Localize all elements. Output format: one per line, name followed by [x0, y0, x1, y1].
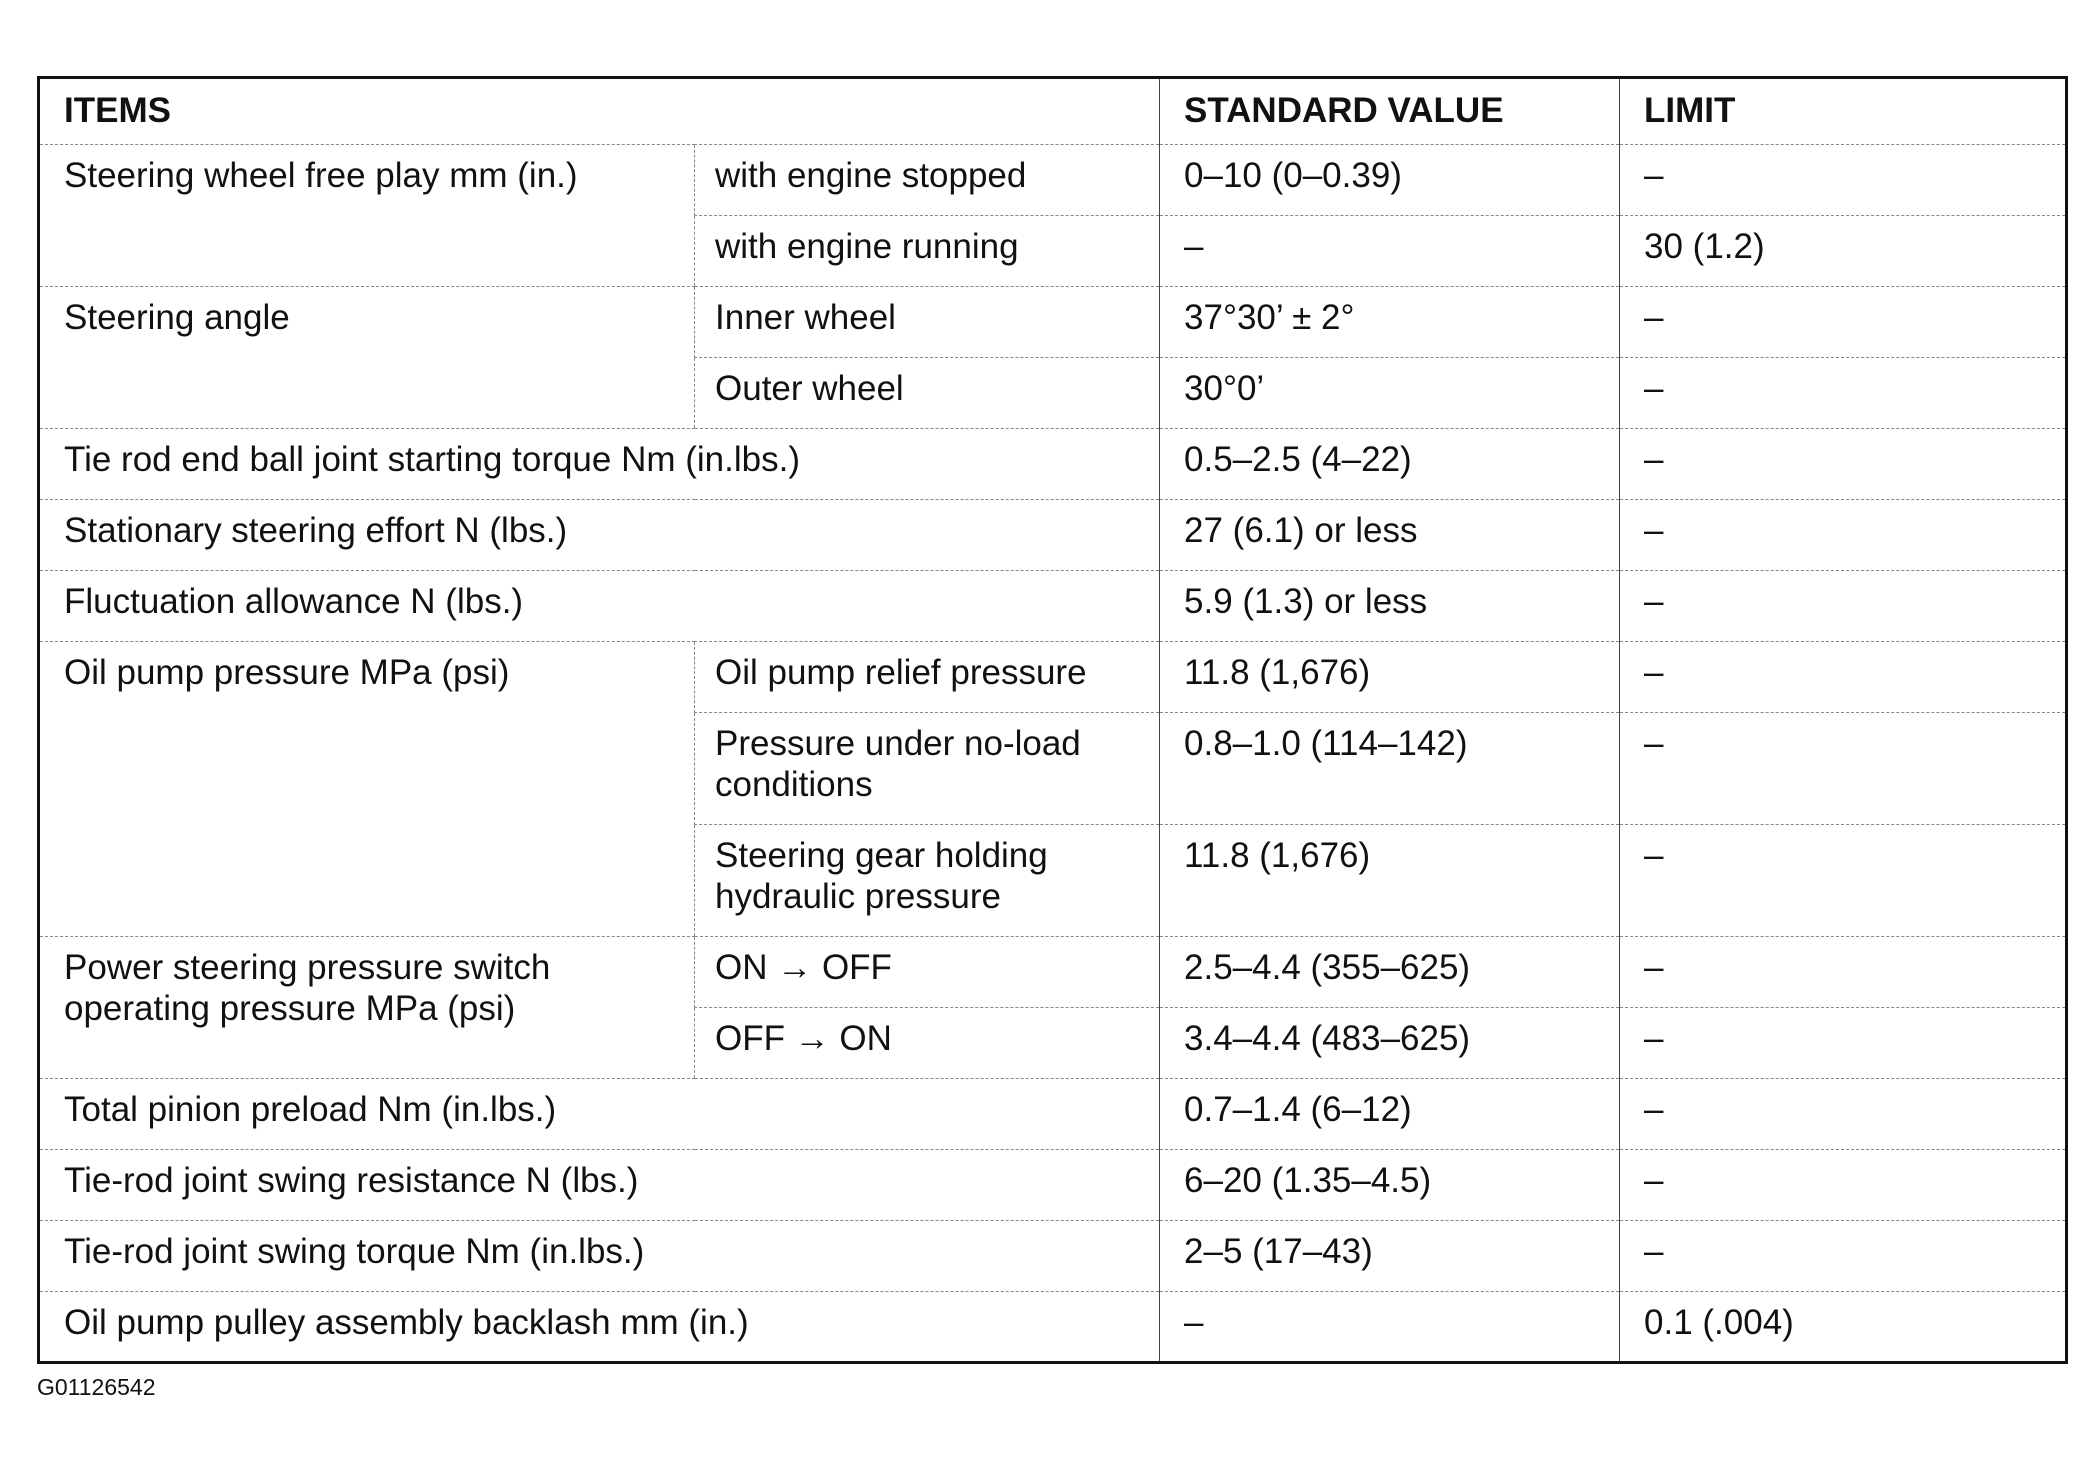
standard-value-cell: 5.9 (1.3) or less [1160, 571, 1620, 642]
item-cell: Tie rod end ball joint starting torque Nm (in.lbs.) [39, 429, 1160, 500]
table-row [39, 429, 2067, 500]
sub-item-cell: Oil pump relief pressure [695, 642, 1160, 713]
standard-value-cell: 2–5 (17–43) [1160, 1221, 1620, 1292]
table-row [39, 1150, 2067, 1221]
limit-cell: – [1620, 358, 2067, 429]
limit-cell: – [1620, 429, 2067, 500]
limit-cell: – [1620, 500, 2067, 571]
item-cell: Fluctuation allowance N (lbs.) [39, 571, 1160, 642]
item-cell: Tie-rod joint swing resistance N (lbs.) [39, 1150, 1160, 1221]
table-row [39, 1079, 2067, 1150]
table-row [39, 571, 2067, 642]
standard-value-cell: 0.7–1.4 (6–12) [1160, 1079, 1620, 1150]
standard-value-cell: 3.4–4.4 (483–625) [1160, 1008, 1620, 1079]
item-cell: Steering angle [39, 287, 695, 429]
table-row [39, 1221, 2067, 1292]
table-row [39, 642, 2067, 713]
limit-cell: 0.1 (.004) [1620, 1292, 2067, 1363]
limit-cell: – [1620, 1221, 2067, 1292]
standard-value-cell: 0–10 (0–0.39) [1160, 145, 1620, 216]
item-cell: Oil pump pressure MPa (psi) [39, 642, 695, 937]
sub-item-cell: with engine stopped [695, 145, 1160, 216]
limit-cell: – [1620, 642, 2067, 713]
limit-cell: – [1620, 825, 2067, 937]
standard-value-cell: 0.8–1.0 (114–142) [1160, 713, 1620, 825]
sub-item-cell: with engine running [695, 216, 1160, 287]
standard-value-cell: 0.5–2.5 (4–22) [1160, 429, 1620, 500]
sub-item-cell: OFF → ON [695, 1008, 1160, 1079]
item-cell: Steering wheel free play mm (in.) [39, 145, 695, 287]
figure-id: G01126542 [37, 1374, 156, 1400]
standard-value-cell: – [1160, 1292, 1620, 1363]
limit-cell: – [1620, 287, 2067, 358]
header-items: ITEMS [39, 78, 1160, 145]
table-row [39, 145, 2067, 216]
sub-item-cell: Steering gear holding hydraulic pressure [695, 825, 1160, 937]
sub-item-cell: ON → OFF [695, 937, 1160, 1008]
standard-value-cell: 27 (6.1) or less [1160, 500, 1620, 571]
sub-item-cell: Pressure under no-load conditions [695, 713, 1160, 825]
limit-cell: – [1620, 571, 2067, 642]
specifications-table [37, 76, 2068, 1364]
limit-cell: – [1620, 1079, 2067, 1150]
standard-value-cell: 6–20 (1.35–4.5) [1160, 1150, 1620, 1221]
standard-value-cell: – [1160, 216, 1620, 287]
item-cell: Total pinion preload Nm (in.lbs.) [39, 1079, 1160, 1150]
standard-value-cell: 2.5–4.4 (355–625) [1160, 937, 1620, 1008]
item-cell: Tie-rod joint swing torque Nm (in.lbs.) [39, 1221, 1160, 1292]
table-row [39, 1292, 2067, 1363]
limit-cell: – [1620, 713, 2067, 825]
standard-value-cell: 11.8 (1,676) [1160, 825, 1620, 937]
header-limit: LIMIT [1620, 78, 2067, 145]
item-cell: Power steering pressure switch operating pressure MPa (psi) [39, 937, 695, 1079]
limit-cell: 30 (1.2) [1620, 216, 2067, 287]
table-header-row [39, 78, 2067, 145]
standard-value-cell: 30°0’ [1160, 358, 1620, 429]
limit-cell: – [1620, 1008, 2067, 1079]
limit-cell: – [1620, 937, 2067, 1008]
item-cell: Stationary steering effort N (lbs.) [39, 500, 1160, 571]
standard-value-cell: 37°30’ ± 2° [1160, 287, 1620, 358]
table-row [39, 500, 2067, 571]
sub-item-cell: Outer wheel [695, 358, 1160, 429]
header-standard-value: STANDARD VALUE [1160, 78, 1620, 145]
table-row [39, 287, 2067, 358]
standard-value-cell: 11.8 (1,676) [1160, 642, 1620, 713]
item-cell: Oil pump pulley assembly backlash mm (in.) [39, 1292, 1160, 1363]
limit-cell: – [1620, 145, 2067, 216]
limit-cell: – [1620, 1150, 2067, 1221]
sub-item-cell: Inner wheel [695, 287, 1160, 358]
table-row [39, 937, 2067, 1008]
